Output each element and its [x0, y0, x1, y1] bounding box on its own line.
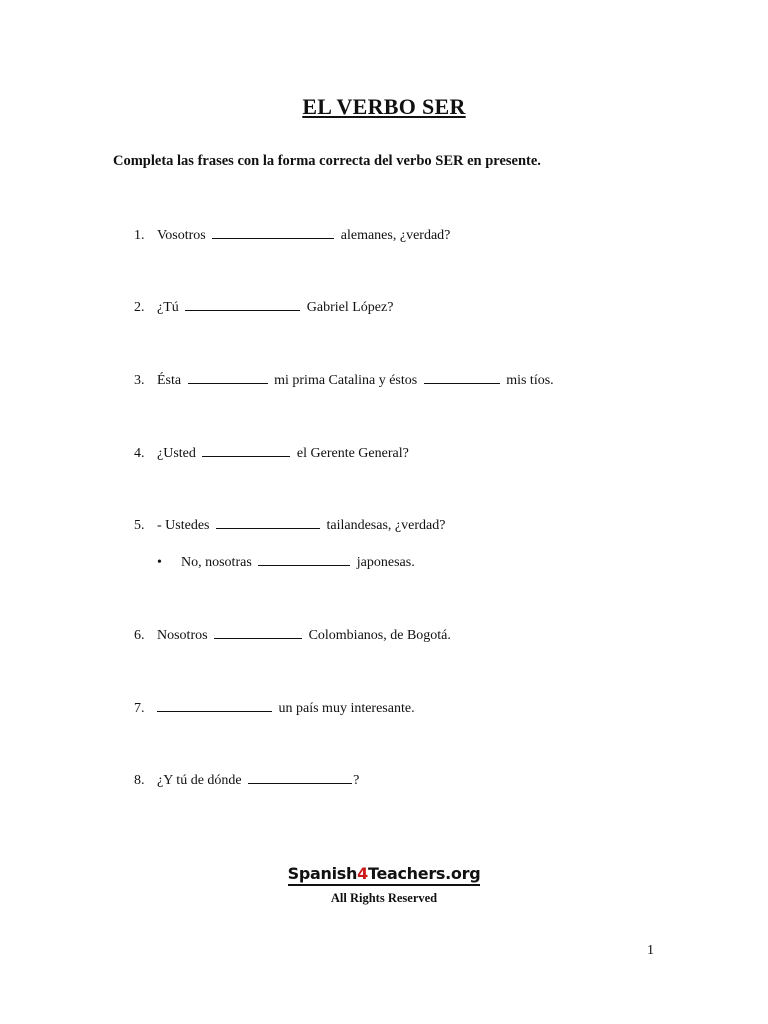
- item-number: 1.: [134, 228, 145, 243]
- answer-blank[interactable]: [424, 382, 500, 384]
- item-text-after: Gabriel López?: [306, 300, 394, 315]
- answer-blank[interactable]: [157, 710, 272, 712]
- exercise-item-2: [134, 300, 393, 316]
- answer-blank[interactable]: [216, 527, 320, 529]
- page-title: EL VERBO SER: [302, 94, 466, 119]
- exercise-subitem: [157, 555, 415, 571]
- answer-blank[interactable]: [188, 382, 268, 384]
- item-text-before: - Ustedes: [157, 518, 210, 533]
- logo-part-four: 4: [357, 864, 368, 883]
- item-text-before: ¿Y tú de dónde: [157, 773, 242, 788]
- exercise-item-6: [134, 628, 451, 644]
- exercise-item-3: [134, 373, 554, 389]
- item-number: 2.: [134, 300, 145, 315]
- item-text-after: alemanes, ¿verdad?: [340, 228, 451, 243]
- exercise-item-4: [134, 446, 409, 462]
- answer-blank[interactable]: [202, 455, 290, 457]
- answer-blank[interactable]: [212, 237, 334, 239]
- item-number: 6.: [134, 628, 145, 643]
- item-text-before: Vosotros: [157, 228, 206, 243]
- answer-blank[interactable]: [185, 309, 300, 311]
- logo-part-spanish: Spanish: [287, 864, 358, 883]
- item-text-after: tailandesas, ¿verdad?: [326, 518, 446, 533]
- instructions: Completa las frases con la forma correcta del verbo SER en presente.: [113, 153, 541, 169]
- item-text-after: el Gerente General?: [296, 446, 409, 461]
- item-text-middle: mi prima Catalina y éstos: [274, 373, 418, 388]
- item-number: 7.: [134, 701, 145, 716]
- item-number: 4.: [134, 446, 145, 461]
- bullet-icon: •: [157, 555, 162, 570]
- item-text-before: No, nosotras: [181, 555, 252, 570]
- item-text-after: Colombianos, de Bogotá.: [308, 628, 451, 643]
- item-text-after: un país muy interesante.: [278, 701, 415, 716]
- item-number: 3.: [134, 373, 145, 388]
- item-text-after: mis tíos.: [506, 373, 554, 388]
- exercise-item-5: [134, 518, 445, 534]
- footer-logo: [0, 864, 768, 886]
- item-text-before: ¿Usted: [157, 446, 196, 461]
- item-text-after: ?: [353, 773, 360, 788]
- item-number: 5.: [134, 518, 145, 533]
- page-number: 1: [647, 943, 654, 958]
- answer-blank[interactable]: [248, 782, 352, 784]
- item-text-before: Ésta: [157, 373, 182, 388]
- copyright-notice: All Rights Reserved: [330, 891, 438, 905]
- item-text-before: ¿Tú: [157, 300, 179, 315]
- spanish4teachers-logo[interactable]: [288, 864, 481, 886]
- exercise-item-1: [134, 228, 450, 244]
- answer-blank[interactable]: [258, 564, 350, 566]
- answer-blank[interactable]: [214, 637, 302, 639]
- logo-part-teachers: Teachers.org: [367, 864, 481, 883]
- exercise-item-8: [134, 773, 359, 789]
- item-text-after: japonesas.: [356, 555, 415, 570]
- exercise-item-7: [134, 701, 415, 717]
- item-text-before: Nosotros: [157, 628, 208, 643]
- item-number: 8.: [134, 773, 145, 788]
